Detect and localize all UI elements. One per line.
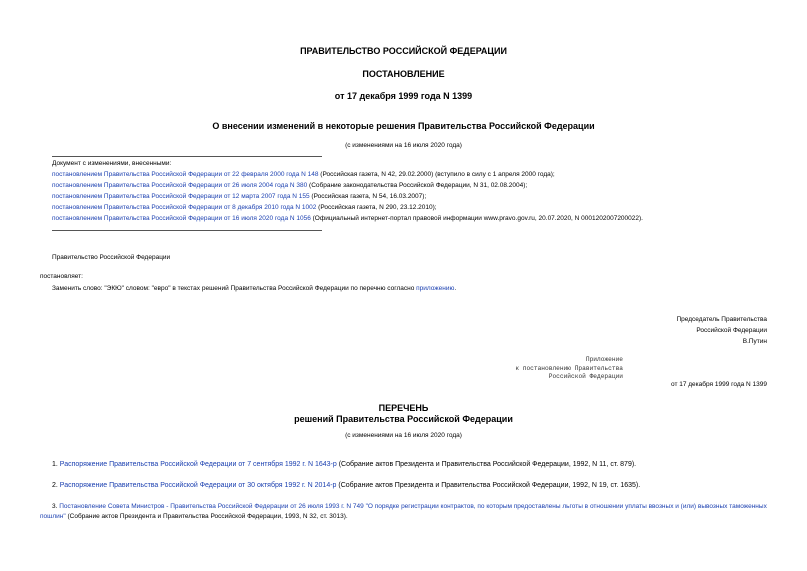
signature-country: Российской Федерации: [696, 327, 767, 334]
document-title: О внесении изменений в некоторые решения Правительства Российской Федерации: [212, 121, 595, 131]
decides-label: постановляет:: [40, 273, 83, 280]
amendment-source: (Российская газета, N 42, 29.02.2000) (вступило в силу с 1 апреля 2000 года);: [318, 171, 555, 178]
amendment-item: [52, 215, 643, 222]
amendment-source: (Российская газета, N 54, 16.03.2007);: [309, 193, 427, 200]
list-item-number: 2.: [52, 482, 60, 489]
appendix-date: от 17 декабря 1999 года N 1399: [670, 381, 767, 388]
appendix-label: Приложение: [585, 356, 623, 363]
list-item-source: (Собрание актов Президента и Правительства Российской Федерации, 1992, N 19, ст. 1635).: [336, 482, 641, 489]
list-item-source: (Собрание актов Президента и Правительства Российской Федерации, 1992, N 11, ст. 879).: [336, 461, 637, 468]
replace-end: .: [454, 285, 457, 292]
list-subtitle: решений Правительства Российской Федерации: [294, 414, 513, 424]
replace-paragraph: [52, 285, 456, 292]
appendix-label-line2: к постановлению Правительства: [515, 365, 623, 372]
appendix-link[interactable]: приложению: [416, 285, 455, 292]
amendment-source: (Российская газета, N 290, 23.12.2010);: [316, 204, 437, 211]
amendment-item: [52, 182, 527, 189]
list-item: [52, 461, 636, 468]
amendment-item: [52, 193, 426, 200]
government-line: Правительство Российской Федерации: [52, 254, 171, 261]
signature-title: Председатель Правительства: [676, 316, 767, 323]
list-title: ПЕРЕЧЕНЬ: [378, 403, 429, 413]
amendment-link[interactable]: постановлением Правительства Российской Федерации от 26 июля 2004 года N 380: [52, 182, 308, 189]
document-date: от 17 декабря 1999 года N 1399: [334, 91, 473, 101]
amendment-item: [52, 204, 437, 211]
revision-note: (с изменениями на 16 июля 2020 года): [345, 142, 462, 149]
list-item-number: 3.: [52, 503, 60, 510]
list-item-number: 1.: [52, 461, 60, 468]
amendment-link[interactable]: постановлением Правительства Российской Федерации от 12 марта 2007 года N 155: [52, 193, 310, 200]
amendment-item: [52, 171, 555, 178]
amendment-link[interactable]: постановлением Правительства Российской Федерации от 22 февраля 2000 года N 148: [52, 171, 319, 178]
list-item: [40, 502, 770, 522]
appendix-label-line3: Российской Федерации: [548, 373, 623, 380]
list-item-link[interactable]: Распоряжение Правительства Российской Федерации от 30 октября 1992 г. N 2014-р: [59, 482, 337, 489]
amendment-source: (Официальный интернет-портал правовой информации www.pravo.gov.ru, 20.07.2020, N 0001202007200022).: [310, 215, 643, 222]
document-type: ПОСТАНОВЛЕНИЕ: [362, 69, 445, 79]
list-item: [52, 482, 640, 489]
amendment-link[interactable]: постановлением Правительства Российской Федерации от 16 июля 2020 года N 1056: [52, 215, 311, 222]
government-heading: ПРАВИТЕЛЬСТВО РОССИЙСКОЙ ФЕДЕРАЦИИ: [300, 46, 507, 56]
signature-name: В.Путин: [742, 338, 767, 345]
amendment-source: (Собрание законодательства Российской Федерации, N 31, 02.08.2004);: [307, 182, 528, 189]
list-item-link[interactable]: Постановление Совета Министров - Правительства Российской Федерации от 26 июля 1993 г. N 749 "О порядке регистрации контрактов, по которым предоставлены льготы в отношении уплаты ввозных и (или) вывозных таможенных пошлин": [40, 503, 767, 520]
list-item-source: (Собрание актов Президента и Правительства Российской Федерации, 1993, N 32, ст. 3013).: [65, 513, 348, 520]
amendments-intro: Документ с изменениями, внесенными:: [52, 160, 172, 167]
replace-text: Заменить слово: "ЭКЮ" словом: "евро" в текстах решений Правительства Российской Федерации по перечню согласно: [52, 285, 417, 292]
amendments-top-rule: [52, 156, 322, 157]
list-item-link[interactable]: Распоряжение Правительства Российской Федерации от 7 сентября 1992 г. N 1643-р: [59, 461, 337, 468]
amendment-link[interactable]: постановлением Правительства Российской Федерации от 8 декабря 2010 года N 1002: [52, 204, 317, 211]
list-revision-note: (с изменениями на 16 июля 2020 года): [345, 432, 462, 439]
amendments-bottom-rule: [52, 230, 322, 231]
